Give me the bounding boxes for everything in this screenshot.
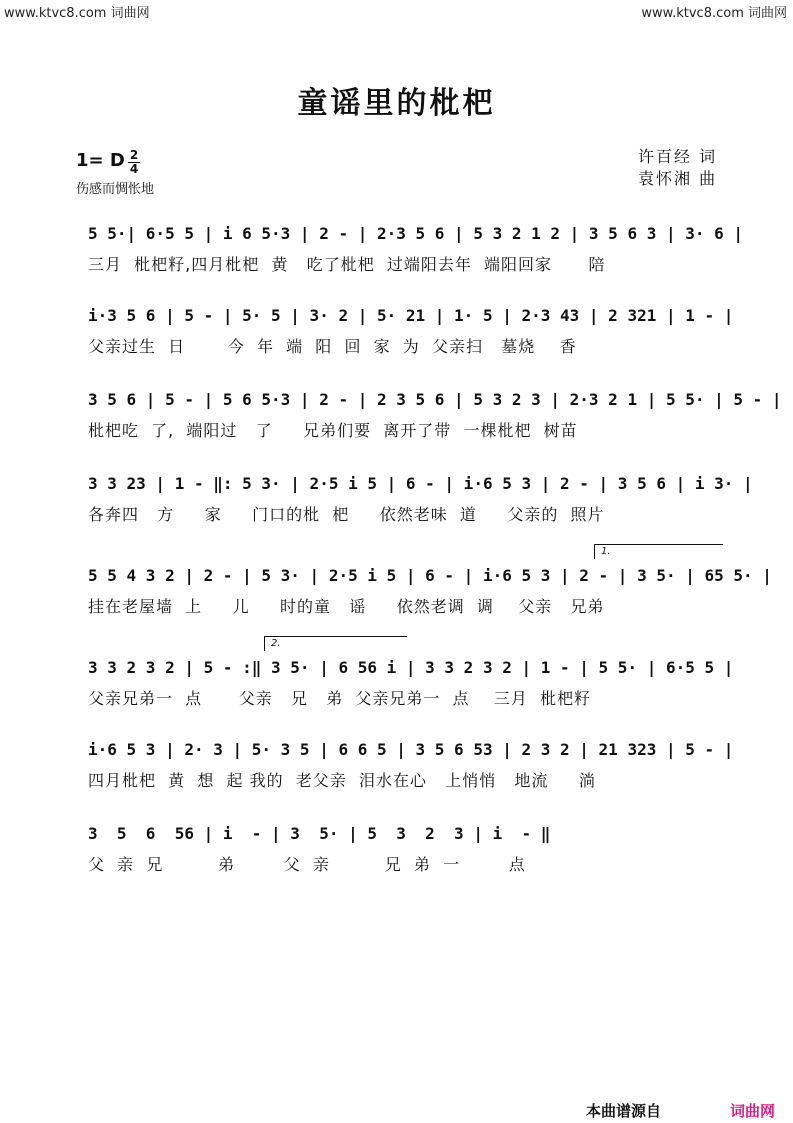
lyric-line: 各奔四 方 家 门口的枇 杷 依然老味 道 父亲的 照片 [88, 505, 605, 524]
lyricist-credit: 许百经 词 [638, 147, 718, 166]
composer-credit: 袁怀湘 曲 [638, 169, 718, 188]
lyric-line: 三月 枇杷籽,四月枇杷 黄 吃了枇杷 过端阳去年 端阳回家 陪 [88, 255, 606, 274]
lyric-line: 挂在老屋墙 上 儿 时的童 谣 依然老调 调 父亲 兄弟 [88, 597, 605, 616]
lyric-line: 父 亲 兄 弟 父 亲 兄 弟 一 点 [88, 855, 526, 874]
time-signature [128, 150, 140, 175]
volta-second-ending: 2. [264, 636, 407, 651]
key-signature: 1= D [76, 150, 125, 171]
song-title: 童谣里的枇杷 [297, 86, 496, 121]
watermark-left: www.ktvc8.com 词曲网 [4, 6, 150, 21]
lyric-line: 枇杷吃 了, 端阳过 了 兄弟们要 离开了带 一棵枇杷 树苗 [88, 421, 578, 440]
notation-line: 5 5·| 6·5 5 | i 6 5·3 | 2 - | 2·3 5 6 | 5 3 2 1 2 | 3 5 6 3 | 3· 6 | [88, 223, 744, 243]
tempo-marking: 伤感而惆怅地 [76, 182, 155, 197]
notation-line: i·3 5 6 | 5 - | 5· 5 | 3· 2 | 5· 21 | 1· 5 | 2·3 43 | 2 321 | 1 - | [88, 305, 734, 325]
lyric-line: 父亲兄弟一 点 父亲 兄 弟 父亲兄弟一 点 三月 枇杷籽 [88, 689, 592, 708]
lyric-line: 父亲过生 日 今 年 端 阳 回 家 为 父亲扫 墓烧 香 [88, 337, 577, 356]
notation-line: i·6 5 3 | 2· 3 | 5· 3 5 | 6 6 5 | 3 5 6 53 | 2 3 2 | 21 323 | 5 - | [88, 739, 734, 759]
volta-first-ending: 1. [594, 544, 723, 559]
footer-source-label: 本曲谱源自 [586, 1102, 662, 1120]
time-signature-top: 2 [129, 148, 139, 162]
notation-line: 3 3 23 | 1 - ‖: 5 3· | 2·5 i 5 | 6 - | i·6 5 3 | 2 - | 3 5 6 | i 3· | [88, 473, 753, 493]
watermark-right: www.ktvc8.com 词曲网 [641, 6, 787, 21]
lyric-line: 四月枇杷 黄 想 起 我的 老父亲 泪水在心 上悄悄 地流 淌 [88, 771, 596, 790]
notation-line: 3 3 2 3 2 | 5 - :‖ 3 5· | 6 56 i | 3 3 2 3 2 | 1 - | 5 5· | 6·5 5 | [88, 657, 734, 677]
notation-line: 5 5 4 3 2 | 2 - | 5 3· | 2·5 i 5 | 6 - | i·6 5 3 | 2 - | 3 5· | 65 5· | [88, 565, 772, 585]
time-signature-bottom: 4 [129, 162, 139, 176]
notation-line: 3 5 6 56 | i - | 3 5· | 5 3 2 3 | i - ‖ [88, 823, 551, 843]
footer-site-logo[interactable]: 词曲网 [730, 1102, 776, 1120]
notation-line: 3 5 6 | 5 - | 5 6 5·3 | 2 - | 2 3 5 6 | 5 3 2 3 | 2·3 2 1 | 5 5· | 5 - | [88, 389, 782, 409]
